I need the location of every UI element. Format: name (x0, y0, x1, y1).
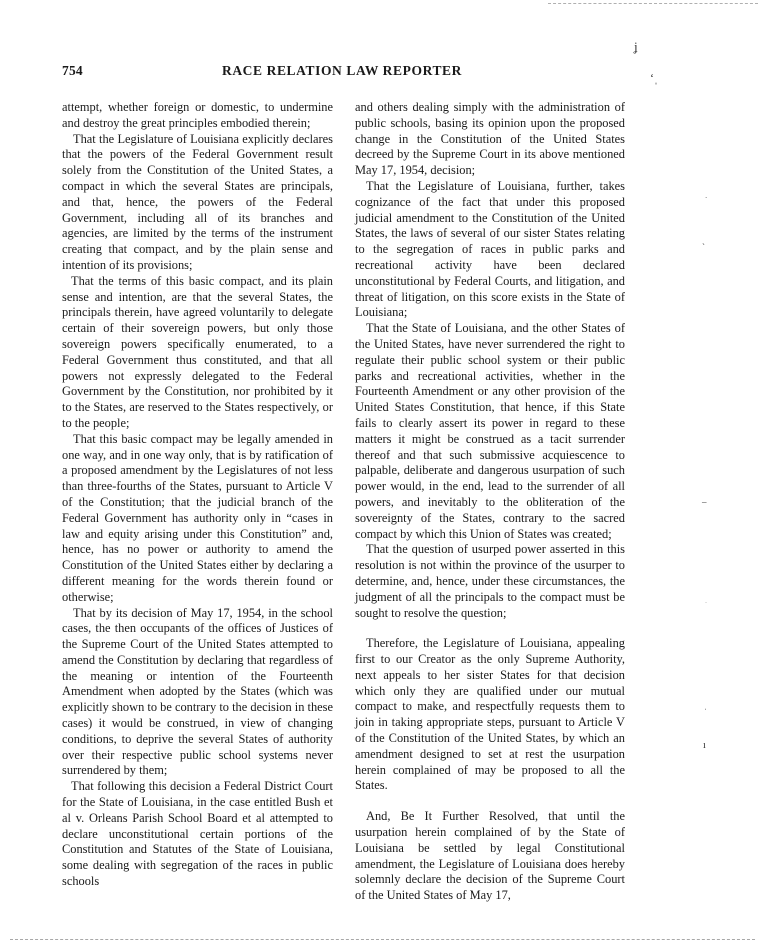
scan-mark: ı (703, 740, 706, 751)
paragraph: That the State of Louisiana, and the other States of the United States, have never surrendered the right to regulate their public school system or their public parks and recreational activities, whether in the Fourteenth Amendment or any other provision of the United States Constitution, that hence, if this State fails to clearly assert its power in regard to these matters it might be construed as a tacit surrender thereof and that such submissive acquiescence to palpable, deliberate and dangerous usurpation of such power would, in the end, lead to the surrender of all powers, and inevitably to the obliteration of the sovereignty of the States, contrary to the sacred compact by which this Union of States was created; (355, 321, 625, 541)
page-number: 754 (62, 63, 83, 78)
paragraph: And, Be It Further Resolved, that until the usurpation herein complained of by the State of Louisiana be settled by legal Constitutional amendment, the Legislature of Louisiana does hereby solemnly declare the decision of the Supreme Court of the United States of May 17, (355, 809, 625, 903)
paragraph: That following this decision a Federal District Court for the State of Louisiana, in the case entitled Bush et al v. Orleans Parish School Board et al attempted to declare unconstitutional certain portions of the Constitution and Statutes of the State of Louisiana, some dealing with segregation of the races in public schools (62, 779, 333, 889)
paragraph: That by its decision of May 17, 1954, in the school cases, the then occupants of the offices of Justices of the Supreme Court of the United States attempted to amend the Constitution by declaring that regardless of the meaning or intention of the Fourteenth Amendment when adopted by the States (which was explicitly shown to be contrary to the decision in these cases) it would be construed, in view of changing conditions, to deprive the several States of authority over their respective public school systems never surrendered by them; (62, 605, 333, 778)
left-column (62, 100, 333, 890)
scan-mark: ˏ (702, 235, 705, 245)
paragraph: That the Legislature of Louisiana explicitly declares that the powers of the Federal Government result solely from the Constitution of the United States, a compact in which the several States are principals, and that, hence, the powers of the Federal Government, including all of its branches and agencies, are limited by the terms of the instrument creating that compact, and by the plain sense and intention of its provisions; (62, 131, 333, 272)
paragraph: That the terms of this basic compact, and its plain sense and intention, are that the several States, the principals therein, have agreed voluntarily to delegate certain of their sovereign powers, but only those sovereign powers specifically enumerated, to a Federal Government thus constituted, and that all powers not expressly delegated to the Federal Government by the Constitution, nor prohibited by it to the States, are reserved to the States respectively, or to the people; (62, 273, 333, 430)
paragraph: attempt, whether foreign or domestic, to undermine and destroy the great principles embodied therein; (62, 100, 333, 130)
paragraph: That the Legislature of Louisiana, further, takes cognizance of the fact that under this proposed judicial amendment to the Constitution of the United States, the laws of several of our sister States relating to the segregation of races in public parks and recreational activity have been declared unconstitutional by Federal Courts, and litigation, and threat of litigation, on this score exists in the State of Louisiana; (355, 178, 625, 320)
scan-edge-top (548, 3, 758, 4)
scan-mark: ˙ (705, 602, 707, 608)
scan-mark: ˑ (705, 194, 708, 203)
scan-mark: ˌ (704, 701, 707, 710)
right-column (355, 100, 625, 904)
scan-mark: ʝ (634, 39, 638, 54)
paragraph: Therefore, the Legislature of Louisiana, appealing first to our Creator as the only Supreme Authority, next appeals to her sister States for that decision which only they are qualified under our mutual compact to make, and respectfully requests them to join in taking appropriate steps, pursuant to Article V of the Constitution of the United States, by which an amendment designed to set at rest the usurpation herein complained of may be proposed to all the States. (355, 636, 625, 793)
scan-mark: ʻˌ (650, 71, 658, 85)
paragraph: That the question of usurped power asserted in this resolution is not within the province of the usurper to determine, and, hence, under these circumstances, the judgment of all the principals to the compact must be sought to resolve the question; (355, 542, 625, 620)
running-head: RACE RELATION LAW REPORTER (221, 63, 463, 78)
paragraph: That this basic compact may be legally amended in one way, and in one way only, that is by ratification of a proposed amendment by the Legislatures of not less than three-fourths of the States, pursuant to Article V of the Constitution; that the judicial branch of the Federal Government has authority only in “cases in law and equity arising under this Constitution” and, hence, has no power or authority to amend the Constitution of the United States either by declaring a different meaning for the words therein found or otherwise; (62, 431, 333, 604)
scan-mark: – (702, 497, 707, 507)
scan-edge-bottom (10, 939, 755, 940)
paragraph: and others dealing simply with the administration of public schools, basing its opinion upon the proposed change in the Constitution of the United States decreed by the Supreme Court in its above mentioned May 17, 1954, decision; (355, 100, 625, 178)
